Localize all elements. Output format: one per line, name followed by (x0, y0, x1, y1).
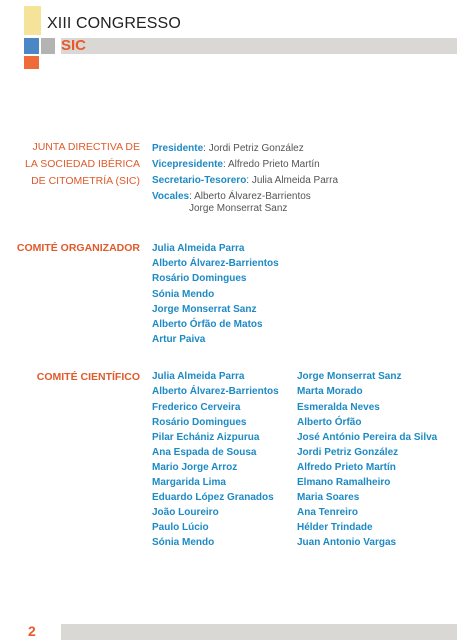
vocales-name: Alberto Álvarez-Barrientos (194, 191, 311, 202)
cientifico-member: Alberto Órfão (297, 417, 362, 428)
cientifico-member: Juan Antonio Vargas (297, 537, 397, 548)
presidente-line: Presidente: Jordi Petriz González (152, 143, 304, 154)
decor-square-orange (24, 56, 39, 69)
organizador-member: Rosário Domingues (152, 273, 247, 284)
cientifico-member: João Loureiro (152, 507, 219, 518)
cientifico-member: Marta Morado (297, 386, 363, 397)
organizador-title: COMITÉ ORGANIZADOR (16, 242, 140, 254)
decor-square-gray (41, 38, 55, 54)
cientifico-member: Margarida Lima (152, 477, 226, 488)
decor-square-yellow (24, 6, 41, 35)
organizador-member: Jorge Monserrat Sanz (152, 304, 257, 315)
cientifico-title: COMITÉ CIENTÍFICO (36, 371, 140, 383)
cientifico-member: Alfredo Prieto Martín (297, 462, 396, 473)
cientifico-member: Mario Jorge Arroz (152, 462, 238, 473)
sic-label: SIC (61, 37, 87, 54)
cientifico-member: Elmano Ramalheiro (297, 477, 391, 488)
cientifico-member: Hélder Trindade (297, 522, 373, 533)
vicepresidente-role: Vicepresidente (152, 159, 223, 170)
decor-square-blue (24, 38, 39, 54)
organizador-member: Alberto Álvarez-Barrientos (152, 258, 279, 269)
vicepresidente-name: Alfredo Prieto Martín (227, 159, 320, 170)
cientifico-member: Frederico Cerveira (152, 402, 241, 413)
secretario-role: Secretario-Tesorero (152, 175, 247, 186)
cientifico-member: Jordi Petriz González (297, 447, 399, 458)
presidente-name: Jordi Petriz González (208, 143, 304, 154)
cientifico-member: Jorge Monserrat Sanz (297, 371, 402, 382)
page-number: 2 (28, 623, 36, 639)
congress-title: XIII CONGRESSO (47, 15, 181, 32)
vocales-name: Jorge Monserrat Sanz (189, 203, 288, 214)
junta-title-line: DE CITOMETRÍA (SIC) (31, 175, 140, 187)
header-bar (61, 38, 457, 54)
cientifico-member: Maria Soares (297, 492, 360, 503)
organizador-member: Alberto Órfão de Matos (152, 319, 263, 330)
junta-title-line: JUNTA DIRECTIVA DE (32, 141, 140, 153)
cientifico-member: Alberto Álvarez-Barrientos (152, 386, 279, 397)
footer-bar (61, 624, 457, 640)
cientifico-member: Eduardo López Granados (152, 492, 274, 503)
cientifico-member: José António Pereira da Silva (297, 432, 438, 443)
cientifico-member: Julia Almeida Parra (152, 371, 245, 382)
junta-title-line: LA SOCIEDAD IBÉRICA (25, 158, 140, 170)
secretario-line: Secretario-Tesorero: Julia Almeida Parra (152, 175, 339, 186)
organizador-member: Sónia Mendo (152, 289, 215, 300)
secretario-name: Julia Almeida Parra (251, 175, 339, 186)
cientifico-member: Rosário Domingues (152, 417, 247, 428)
organizador-member: Artur Paiva (152, 334, 206, 345)
vicepresidente-line: Vicepresidente: Alfredo Prieto Martín (152, 159, 320, 170)
cientifico-member: Paulo Lúcio (152, 522, 209, 533)
organizador-member: Julia Almeida Parra (152, 243, 245, 254)
presidente-role: Presidente (152, 143, 204, 154)
cientifico-member: Pilar Echániz Aizpurua (152, 432, 260, 443)
cientifico-member: Ana Tenreiro (297, 507, 358, 518)
vocales-role: Vocales (152, 191, 190, 202)
junta-title (25, 139, 140, 190)
cientifico-member: Esmeralda Neves (297, 402, 380, 413)
vocales-line: Vocales: Alberto Álvarez-Barrientos (152, 191, 311, 202)
cientifico-member: Sónia Mendo (152, 537, 215, 548)
cientifico-member: Ana Espada de Sousa (152, 447, 257, 458)
vocales-line-2 (189, 201, 287, 216)
